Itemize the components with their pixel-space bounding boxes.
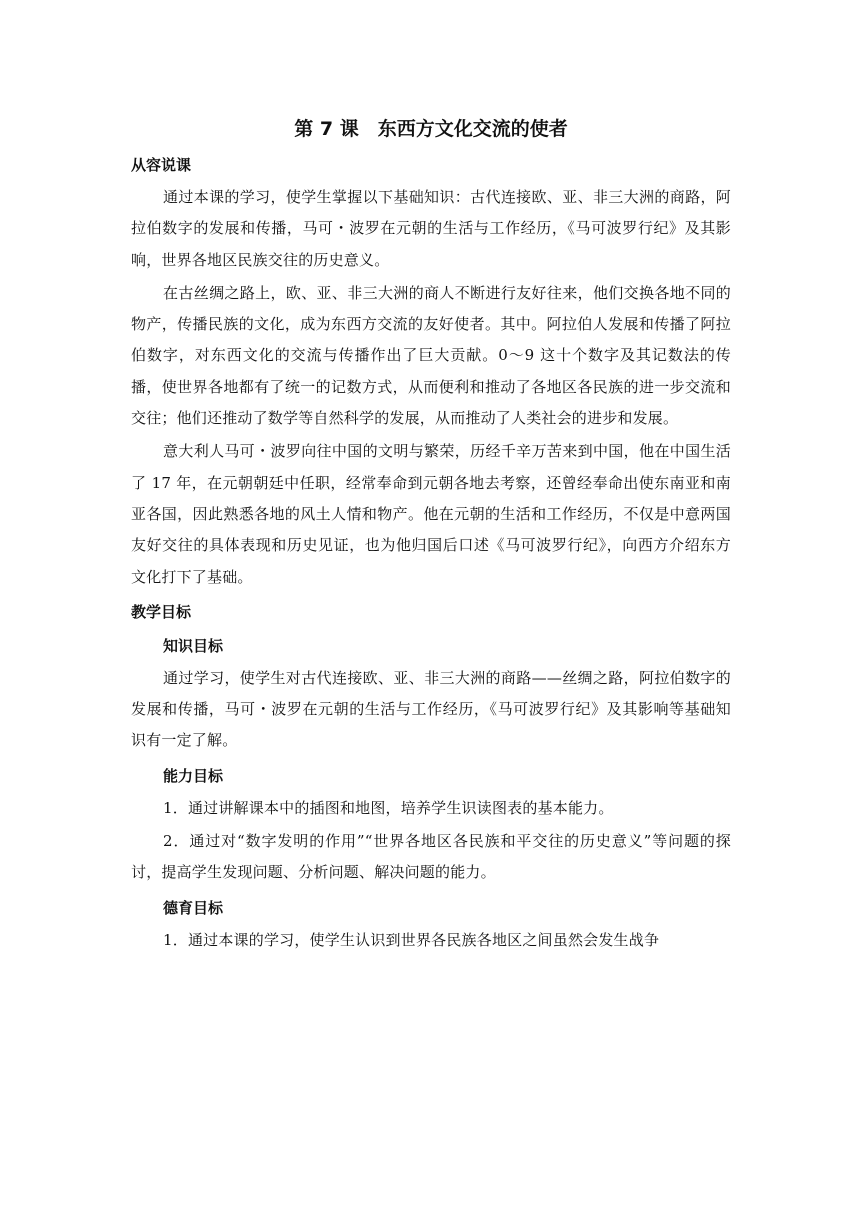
- section-heading-intro: 从容说课: [131, 156, 192, 174]
- moral-item-1: 1．通过本课的学习，使学生认识到世界各民族各地区之间虽然会发生战争: [163, 930, 660, 949]
- ability-item-1: 1．通过讲解课本中的插图和地图，培养学生识读图表的基本能力。: [163, 798, 614, 817]
- page-title: 第 7 课 东西方文化交流的使者: [294, 118, 568, 140]
- sub-heading-moral: 德育目标: [163, 898, 224, 917]
- document-body: [131, 112, 731, 958]
- intro-paragraph-3: 意大利人马可・波罗向往中国的文明与繁荣，历经千辛万苦来到中国，他在中国生活了 17 年，在元朝朝廷中任职，经常奉命到元朝各地去考察，还曾经奉命出使东南亚和南亚各国，因此熟悉各地的风土人情和物产。他在元朝的生活和工作经历，不仅是中意两国友好交往的具体表现和历史见证，也为他归国后口述《马可波罗行纪》，向西方介绍东方文化打下了基础。: [131, 442, 731, 586]
- intro-paragraph-1: 通过本课的学习，使学生掌握以下基础知识：古代连接欧、亚、非三大洲的商路，阿拉伯数字的发展和传播，马可・波罗在元朝的生活与工作经历，《马可波罗行纪》及其影响，世界各地区民族交往的历史意义。: [131, 188, 731, 269]
- sub-heading-ability: 能力目标: [163, 766, 224, 785]
- section-heading-goals: 教学目标: [131, 602, 192, 621]
- knowledge-paragraph: 通过学习，使学生对古代连接欧、亚、非三大洲的商路——丝绸之路，阿拉伯数字的发展和传播，马可・波罗在元朝的生活与工作经历，《马可波罗行纪》及其影响等基础知识有一定了解。: [131, 668, 731, 750]
- intro-paragraph-2: 在古丝绸之路上，欧、亚、非三大洲的商人不断进行友好往来，他们交换各地不同的物产，传播民族的文化，成为东西方交流的友好使者。其中。阿拉伯人发展和传播了阿拉伯数字，对东西文化的交流与传播作出了巨大贡献。0～9 这十个数字及其记数法的传播，使世界各地都有了统一的记数方式，从而便利和推动了各地区各民族的进一步交流和交往；他们还推动了数学等自然科学的发展，从而推动了人类社会的进步和发展。: [131, 283, 731, 428]
- sub-heading-knowledge: 知识目标: [163, 636, 224, 655]
- ability-item-2: 2．通过对“数字发明的作用”“世界各地区各民族和平交往的历史意义”等问题的探讨，提高学生发现问题、分析问题、解决问题的能力。: [131, 832, 731, 882]
